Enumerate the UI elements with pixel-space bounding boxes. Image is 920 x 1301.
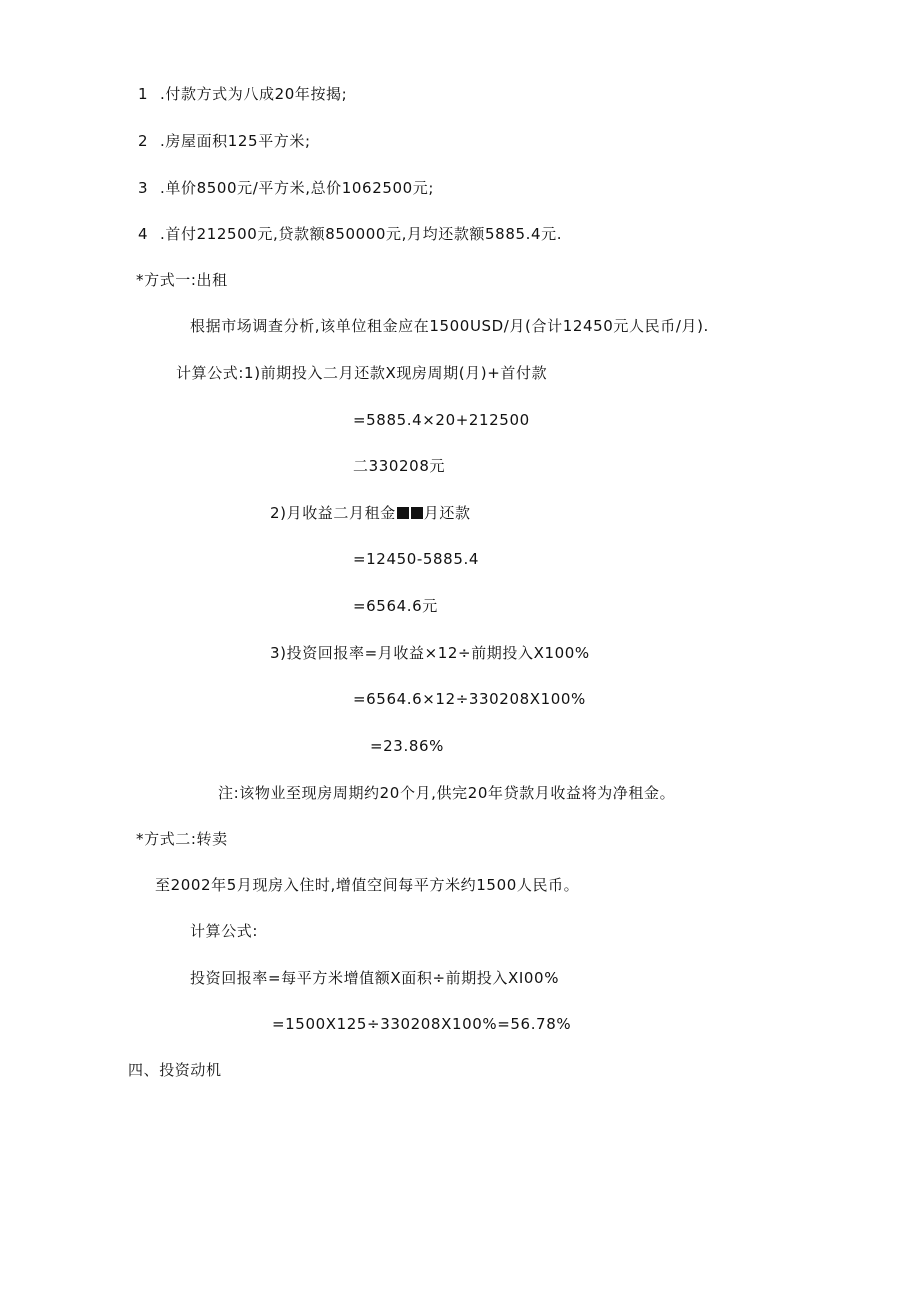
list-text: .付款方式为八成20年按揭; — [160, 85, 348, 103]
method2-heading: *方式二:转卖 — [136, 830, 228, 848]
method1-formula-label: 计算公式:1)前期投入二月还款X现房周期(月)+首付款 — [176, 364, 548, 382]
formula2-label-pre: 2)月收益二月租金 — [270, 504, 396, 522]
list-text: .单价8500元/平方米,总价1062500元; — [160, 179, 435, 197]
formula3-line2: =23.86% — [370, 737, 444, 755]
list-number: 1 — [138, 85, 149, 103]
list-number: 4 — [138, 225, 149, 243]
list-text: .首付212500元,贷款额850000元,月均还款额5885.4元. — [160, 225, 563, 243]
formula3-line1: =6564.6×12÷330208X100% — [353, 690, 586, 708]
redaction-block — [397, 507, 409, 519]
method2-formula-label: 计算公式: — [190, 922, 259, 940]
list-text: .房屋面积125平方米; — [160, 132, 311, 150]
method1-note: 注:该物业至现房周期约20个月,供完20年贷款月收益将为净租金。 — [218, 784, 676, 802]
list-number: 3 — [138, 179, 149, 197]
method2-result: =1500X125÷330208X100%=56.78% — [272, 1015, 572, 1033]
formula2-label — [270, 503, 471, 523]
formula3-label: 3)投资回报率=月收益×12÷前期投入X100% — [270, 644, 590, 662]
formula1-line2: 二330208元 — [353, 457, 446, 475]
formula2-line1: =12450-5885.4 — [353, 550, 479, 568]
method2-intro: 至2002年5月现房入住时,增值空间每平方米约1500人民币。 — [155, 876, 580, 894]
formula2-line2: =6564.6元 — [353, 597, 438, 615]
method1-heading: *方式一:出租 — [136, 271, 228, 289]
formula2-label-post: 月还款 — [423, 504, 471, 522]
list-item-2 — [138, 131, 311, 151]
list-number: 2 — [138, 132, 149, 150]
redaction-block — [411, 507, 423, 519]
list-item-4 — [138, 224, 562, 244]
list-item-1 — [138, 84, 347, 104]
method2-formula: 投资回报率=每平方米增值额X面积÷前期投入XI00% — [190, 969, 560, 987]
list-item-3 — [138, 178, 434, 198]
section-heading-4: 四、投资动机 — [128, 1061, 222, 1079]
formula1-line1: =5885.4×20+212500 — [353, 411, 530, 429]
method1-intro: 根据市场调查分析,该单位租金应在1500USD/月(合计12450元人民币/月). — [190, 317, 709, 335]
